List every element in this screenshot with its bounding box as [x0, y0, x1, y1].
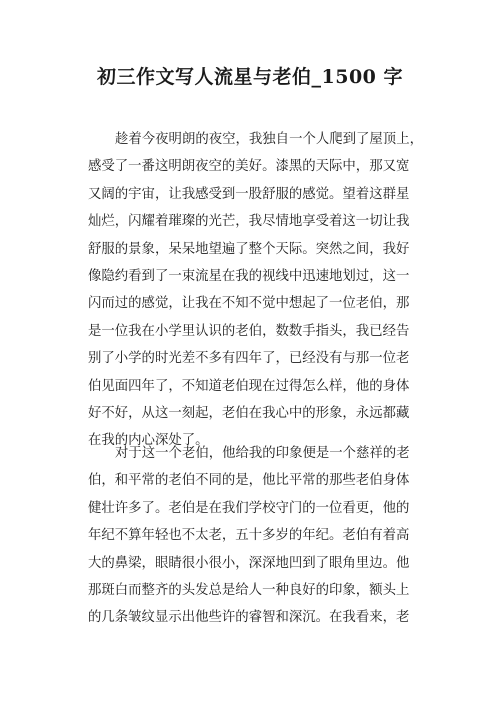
text-line: 对于这一个老伯，他给我的印象便是一个慈祥的老 — [115, 446, 410, 461]
text-line: 年纪不算年轻也不太老，五十多岁的年纪。老伯有着高 — [88, 528, 410, 544]
text-line: 感受了一番这明朗夜空的美好。漆黑的天际中，那又宽 — [88, 159, 410, 175]
text-line: 好不好，从这一刻起，老伯在我心中的形象，永远都藏 — [88, 405, 410, 421]
text-line: 健壮许多了。老伯是在我们学校守门的一位看更，他的 — [88, 500, 410, 516]
text-line: 灿烂，闪耀着璀璨的光芒，我尽情地享受着这一切让我 — [88, 214, 410, 230]
text-line: 在我的内心深处了。 — [88, 433, 209, 449]
text-line: 别了小学的时光差不多有四年了，已经没有与那一位老 — [88, 351, 410, 367]
text-line: 舒服的景象，呆呆地望遍了整个天际。突然之间，我好 — [88, 241, 410, 257]
text-line: 是一位我在小学里认识的老伯，数数手指头，我已经告 — [88, 323, 410, 339]
text-line: 的几条皱纹显示出他些许的睿智和深沉。在我看来，老 — [88, 610, 410, 626]
text-line: 闪而过的感觉，让我在不知不觉中想起了一位老伯，那 — [88, 296, 410, 312]
text-line: 大的鼻梁，眼睛很小很小，深深地凹到了眼角里边。他 — [88, 555, 410, 571]
article-title: 初三作文写人流星与老伯_1500 字 — [97, 66, 403, 88]
text-line: 趁着今夜明朗的夜空，我独自一个人爬到了屋顶上， — [115, 132, 423, 147]
text-line: 伯见面四年了，不知道老伯现在过得怎么样，他的身体 — [88, 378, 410, 394]
text-line: 像隐约看到了一束流星在我的视线中迅速地划过，这一 — [88, 268, 410, 284]
paragraph-1 — [88, 126, 423, 455]
paragraph-2 — [88, 440, 423, 632]
text-line: 伯，和平常的老伯不同的是，他比平常的那些老伯身体 — [88, 473, 410, 489]
text-line: 又阔的宇宙，让我感受到一股舒服的感觉。望着这群星 — [88, 186, 410, 202]
text-line: 那斑白而整齐的头发总是给人一种良好的印象，额头上 — [88, 582, 410, 598]
